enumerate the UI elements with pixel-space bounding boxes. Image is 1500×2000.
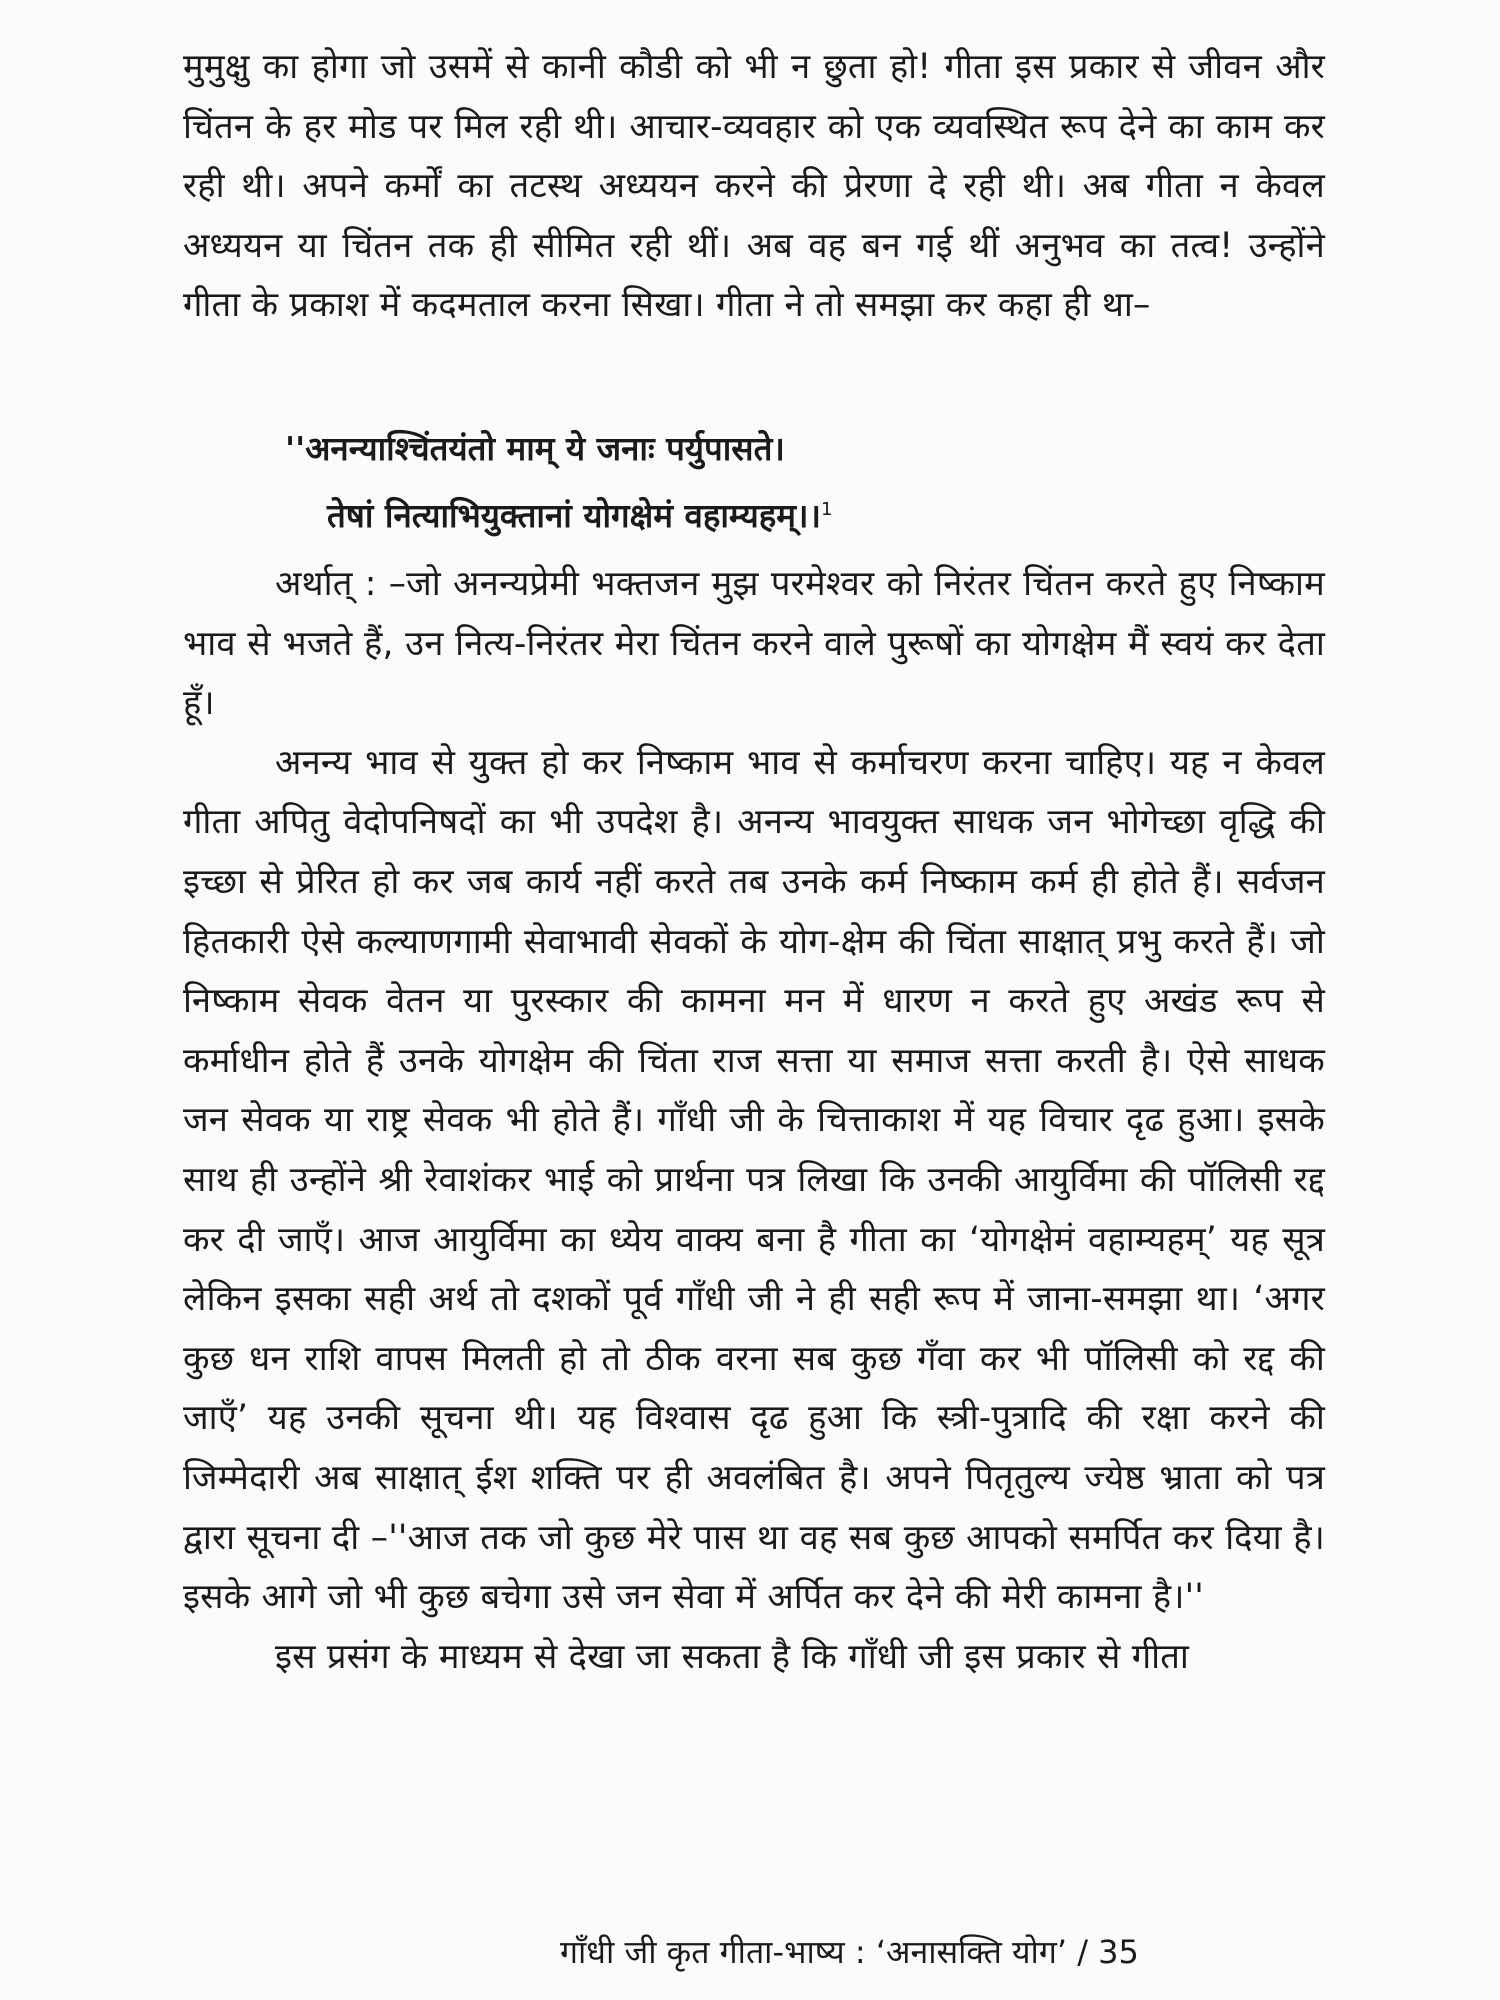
intro-text-block (183, 38, 1325, 336)
verse-line-1: ''अनन्याश्चिंतयंतो माम् ये जनाः पर्युपासते। (285, 429, 785, 468)
footer-separator: / (1077, 1933, 1088, 1971)
verse-line-2: तेषां नित्याभियुक्तानां योगक्षेमं वहाम्यहम्।। (327, 496, 822, 535)
page-number: 35 (1098, 1933, 1139, 1971)
footnote-marker: 1 (821, 499, 833, 520)
main-text-block (183, 555, 1325, 1687)
page-footer (560, 1932, 1330, 1972)
running-title: गाँधी जी कृत गीता-भाष्य : ‘अनासक्ति योग’ (560, 1933, 1068, 1971)
verse-line-2-wrap (285, 479, 1325, 546)
paragraph-last: इस प्रसंग के माध्यम से देखा जा सकता है कि गाँधी जी इस प्रकार से गीता (275, 1636, 1190, 1677)
verse-block (285, 418, 1325, 546)
paragraph-meaning: अर्थात् : –जो अनन्यप्रेमी भक्तजन मुझ परमेश्वर को निरंतर चिंतन करते हुए निष्काम भाव से भजते हैं, उन नित्य-निरंतर मेरा चिंतन करने वाले पुरूषों का योगक्षेम मैं स्वयं कर देता हूँ। (183, 564, 1325, 724)
paragraph-main: अनन्य भाव से युक्त हो कर निष्काम भाव से कर्माचरण करना चाहिए। यह न केवल गीता अपितु वेदोपनिषदों का भी उपदेश है। अनन्य भावयुक्त साधक जन भोगेच्छा वृद्धि की इच्छा से प्रेरित हो कर जब कार्य नहीं करते तब उनके कर्म निष्काम कर्म ही होते हैं। सर्वजन हितकारी ऐसे कल्याणगामी सेवाभावी सेवकों के योग-क्षेम की चिंता साक्षात् प्रभु करते हैं। जो निष्काम सेवक वेतन या पुरस्कार की कामना मन में धारण न करते हुए अखंड रूप से कर्माधीन होते हैं उनके योगक्षेम की चिंता राज सत्ता या समाज सत्ता करती है। ऐसे साधक जन सेवक या राष्ट्र सेवक भी होते हैं। गाँधी जी के चित्ताकाश में यह विचार दृढ हुआ। इसके साथ ही उन्होंने श्री रेवाशंकर भाई को प्रार्थना पत्र लिखा कि उनकी आयुर्विमा की पॉलिसी रद्द कर दी जाएँ। आज आयुर्विमा का ध्येय वाक्य बना है गीता का ‘योगक्षेमं वहाम्यहम्’ यह सूत्र लेकिन इसका सही अर्थ तो दशकों पूर्व गाँधी जी ने ही सही रूप में जाना-समझा था। ‘अगर कुछ धन राशि वापस मिलती हो तो ठीक वरना सब कुछ गँवा कर भी पॉलिसी को रद्द की जाएँ’ यह उनकी सूचना थी। यह विश्वास दृढ हुआ कि स्त्री-पुत्रादि की रक्षा करने की जिम्मेदारी अब साक्षात् ईश शक्ति पर ही अवलंबित है। अपने पितृतुल्य ज्येष्ठ भ्राता को पत्र द्वारा सूचना दी –''आज तक जो कुछ मेरे पास था वह सब कुछ आपको समर्पित कर दिया है। इसके आगे जो भी कुछ बचेगा उसे जन सेवा में अर्पित कर देने की मेरी कामना है।'' (183, 742, 1325, 1618)
paragraph-intro: मुमुक्षु का होगा जो उसमें से कानी कौडी को भी न छुता हो! गीता इस प्रकार से जीवन और चिंतन के हर मोड पर मिल रही थी। आचार-व्यवहार को एक व्यवस्थित रूप देने का काम कर रही थी। अपने कर्मों का तटस्थ अध्ययन करने की प्रेरणा दे रही थी। अब गीता न केवल अध्ययन या चिंतन तक ही सीमित रही थीं। अब वह बन गई थीं अनुभव का तत्व! उन्होंने गीता के प्रकाश में कदमताल करना सिखा। गीता ने तो समझा कर कहा ही था– (183, 47, 1325, 326)
